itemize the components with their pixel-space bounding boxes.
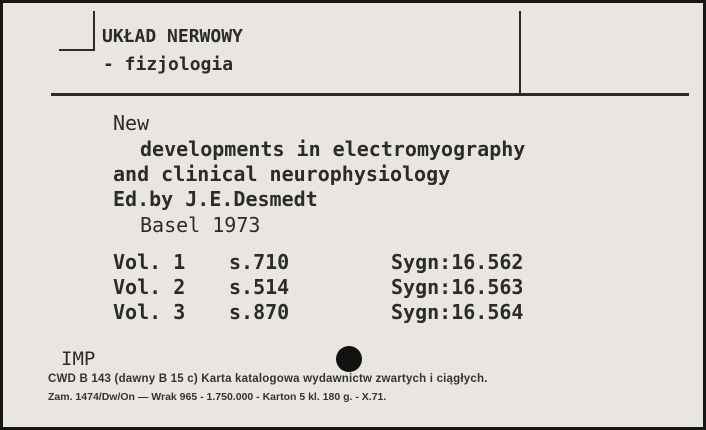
entry-line: and clinical neurophysiology: [113, 162, 451, 186]
volume-pages: s.870: [229, 300, 290, 324]
card-print-info-line2: Zam. 1474/Dw/On — Wrak 965 - 1.750.000 - Karton 5 kl. 180 g. - X.71.: [48, 391, 387, 403]
entry-line: Ed.by J.E.Desmedt: [113, 187, 318, 211]
header-short-underline: [59, 49, 95, 51]
header-horizontal-rule: [51, 93, 689, 96]
card-print-info-line1: CWD B 143 (dawny B 15 c) Karta katalogowa wydawnictw zwartych i ciągłych.: [48, 373, 488, 385]
entry-line: New: [113, 111, 150, 135]
volume-pages: s.710: [229, 250, 290, 274]
volume-label: Vol. 1: [113, 250, 186, 274]
volume-pages: s.514: [229, 275, 290, 299]
entry-line: developments in electromyography: [140, 137, 526, 161]
volume-shelfmark: Sygn:16.563: [391, 275, 524, 299]
volume-label: Vol. 3: [113, 300, 186, 324]
punch-hole: [336, 346, 362, 372]
subject-heading: UKŁAD NERWOWY: [102, 26, 243, 47]
entry-line: Basel 1973: [140, 213, 261, 237]
volume-label: Vol. 2: [113, 275, 186, 299]
header-right-vertical-rule: [519, 11, 521, 93]
header-left-vertical-rule: [93, 11, 95, 51]
imp-stamp: IMP: [61, 348, 96, 370]
volume-shelfmark: Sygn:16.564: [391, 300, 524, 324]
subject-subheading: - fizjologia: [103, 54, 234, 75]
volume-shelfmark: Sygn:16.562: [391, 250, 524, 274]
catalog-card: [3, 3, 703, 427]
